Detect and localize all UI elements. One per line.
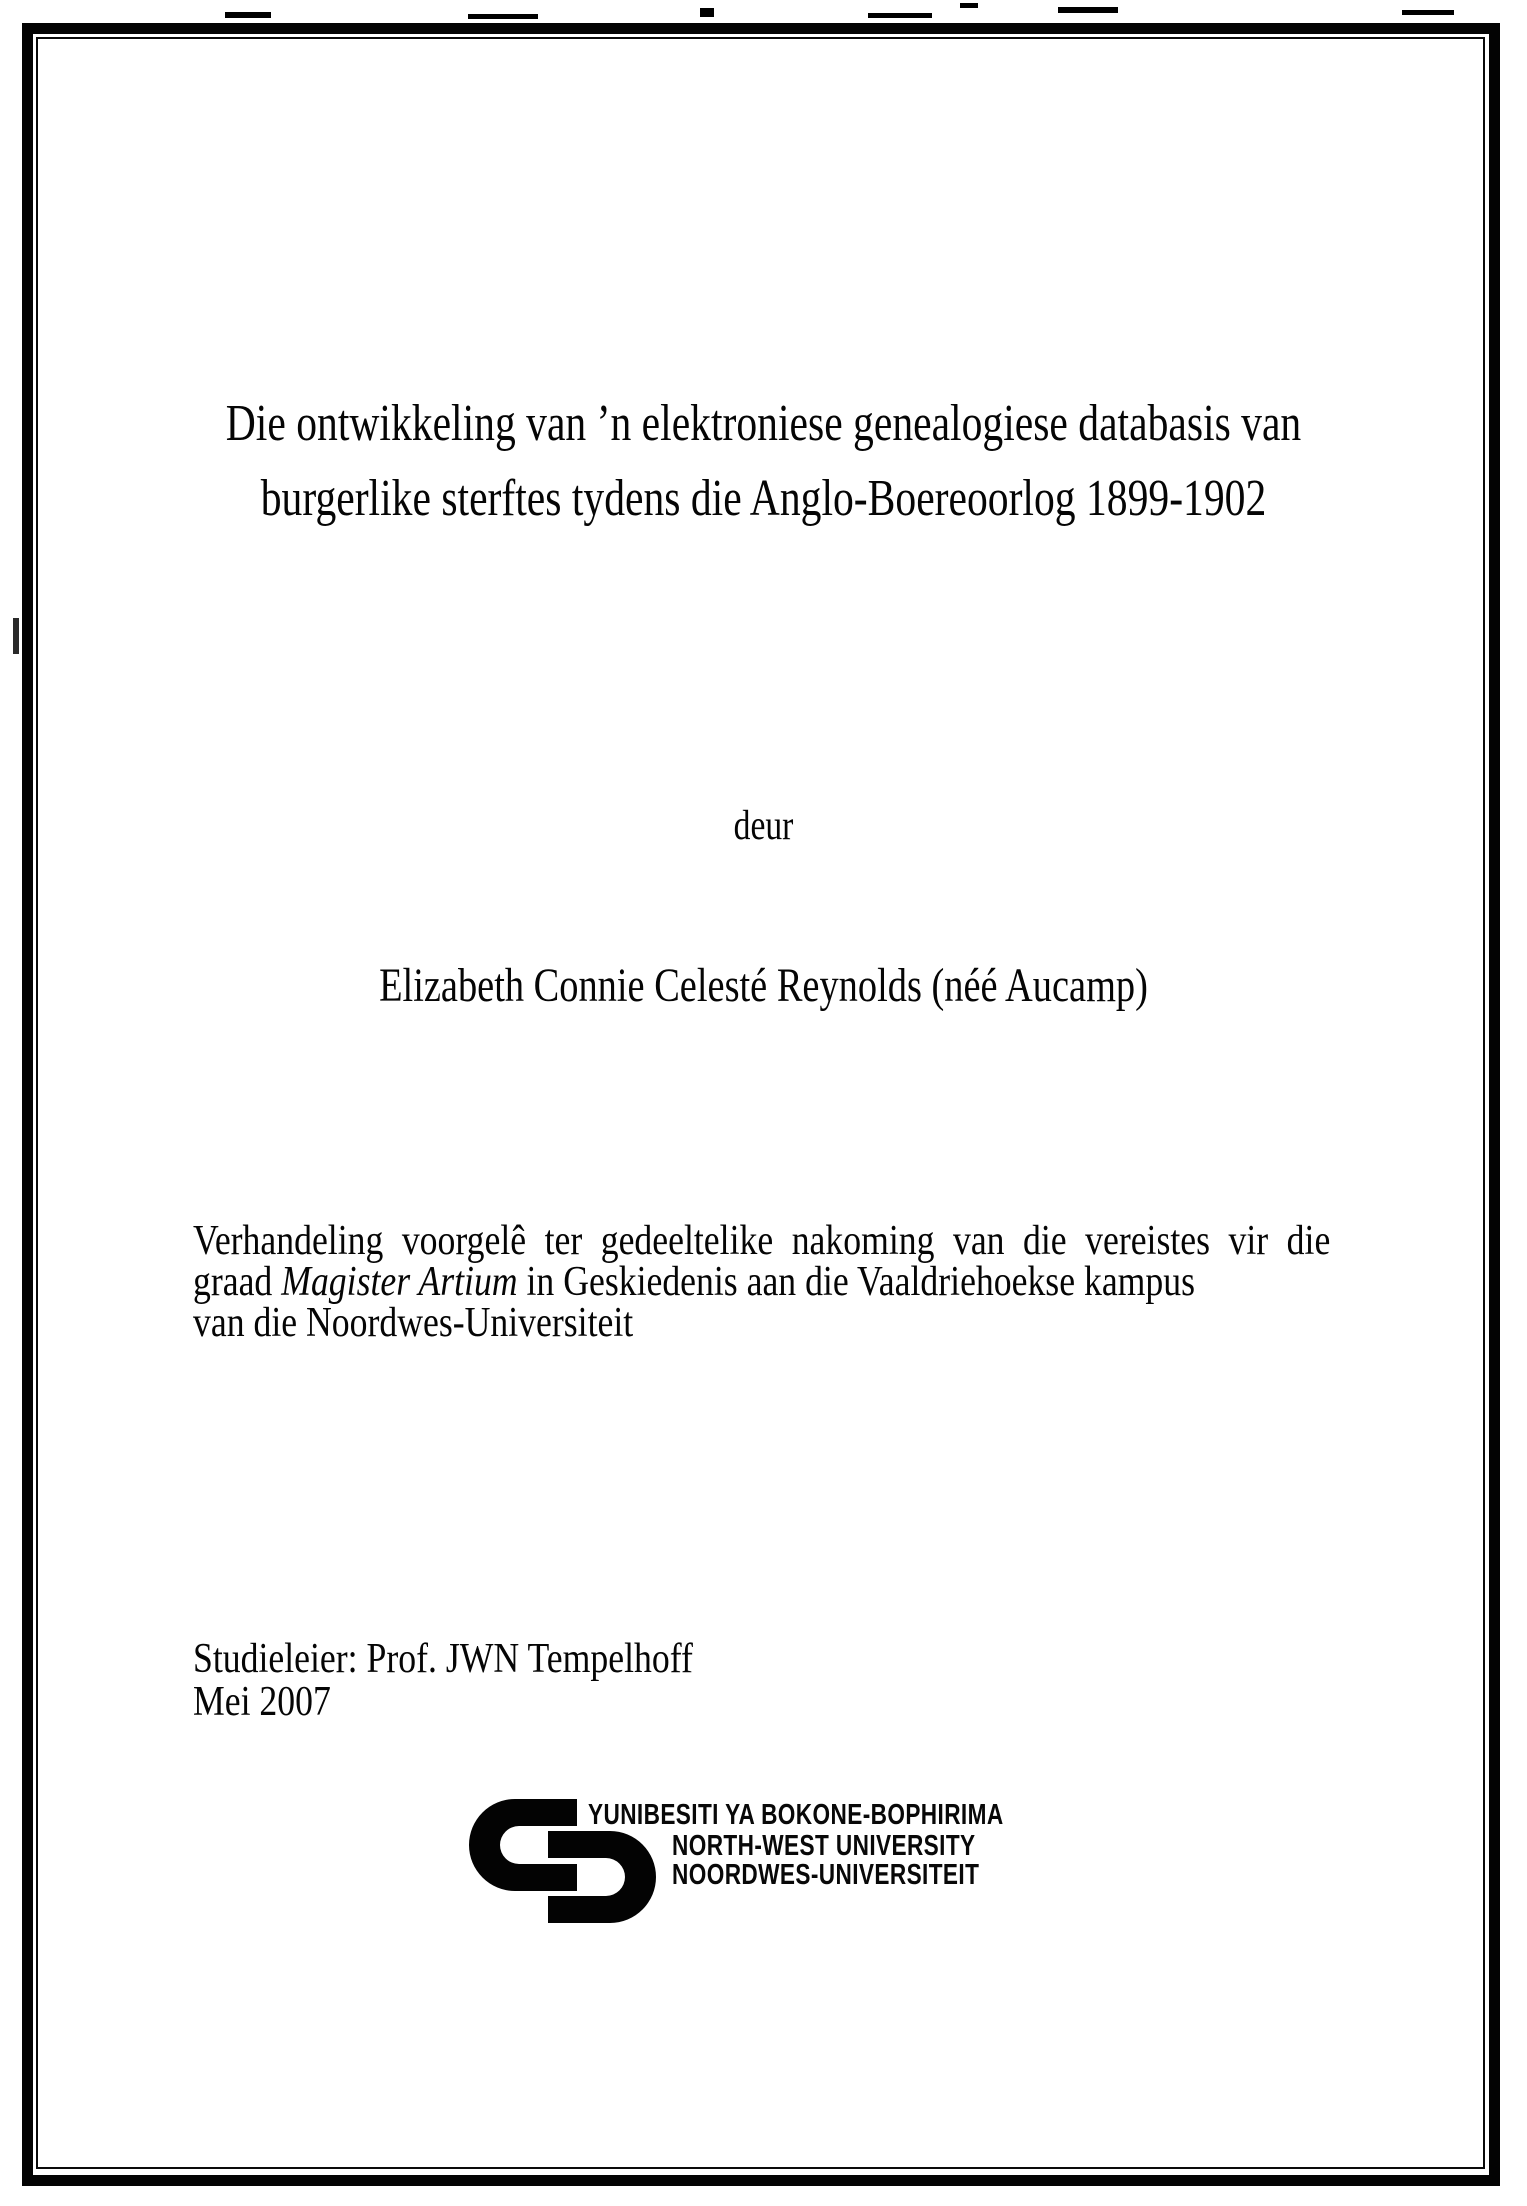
author-name: Elizabeth Connie Celesté Reynolds (néé Aucamp): [379, 959, 1148, 1012]
scan-artifact: [1402, 10, 1454, 15]
scan-artifact: [960, 3, 978, 8]
thesis-title-line-2: burgerlike sterftes tydens die Anglo-Boereoorlog 1899-1902: [260, 470, 1267, 527]
degree-statement-line-2: [193, 1259, 1330, 1305]
scan-artifact: [225, 12, 271, 18]
degree-statement-line-2-post: in Geskiedenis aan die Vaaldriehoekse kampus: [517, 1259, 1196, 1305]
degree-statement-line-2-pre: graad: [193, 1259, 282, 1305]
logo-text-english: NORTH-WEST UNIVERSITY: [672, 1830, 976, 1862]
scan-artifact: [1058, 7, 1118, 13]
logo-text-afrikaans: NOORDWES-UNIVERSITEIT: [672, 1859, 980, 1891]
supervisor-line: Studieleier: Prof. JWN Tempelhoff: [193, 1636, 693, 1682]
degree-statement: [193, 1218, 1331, 1346]
thesis-title-line-1: Die ontwikkeling van ’n elektroniese genealogiese databasis van: [225, 395, 1302, 452]
degree-statement-line-1: Verhandeling voorgelê ter gedeeltelike nakoming van die vereistes vir die: [193, 1218, 1331, 1264]
scan-artifact: [700, 8, 714, 17]
scan-artifact: [468, 14, 538, 19]
byline-deur: deur: [733, 803, 794, 849]
degree-name-italic: Magister Artium: [281, 1259, 518, 1305]
scan-artifact: [868, 13, 932, 18]
scan-artifact: [13, 618, 19, 654]
degree-statement-line-3: van die Noordwes-Universiteit: [193, 1300, 634, 1346]
date-line: Mei 2007: [193, 1679, 331, 1725]
logo-text-setswana: YUNIBESITI YA BOKONE-BOPHIRIMA: [588, 1799, 1004, 1831]
